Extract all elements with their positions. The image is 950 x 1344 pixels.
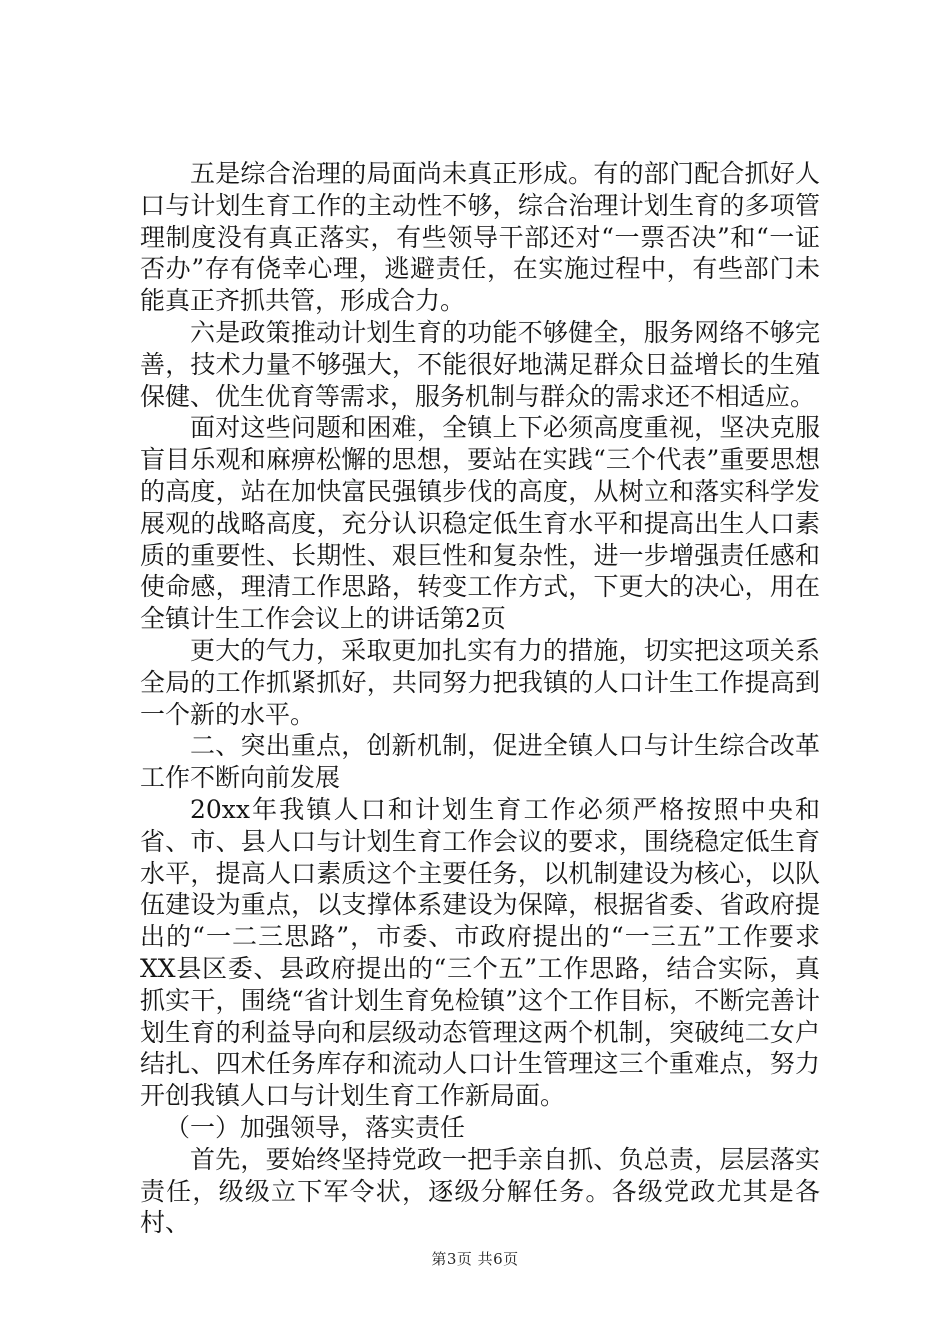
page-footer: 第3页 共6页 [431,1250,519,1268]
paragraph-greater-effort: 更大的气力，采取更加扎实有力的措施，切实把这项关系全局的工作抓紧抓好，共同努力把我镇的人口计生工作提高到一个新的水平。 [140,635,820,729]
paragraph-6-policy-service: 六是政策推动计划生育的功能不够健全，服务网络不够完善，技术力量不够强大，不能很好地满足群众日益增长的生殖保健、优生优育等需求，服务机制与群众的需求还不相适应。 [140,317,820,411]
paragraph-annual-plan: 20xx年我镇人口和计划生育工作必须严格按照中央和省、市、县人口与计划生育工作会议的要求，围绕稳定低生育水平，提高人口素质这个主要任务，以机制建设为核心，以队伍建设为重点，以支撑体系建设为保障，根据省委、省政府提出的“一二三思路”，市委、市政府提出的“一三五”工作要求XX县区委、县政府提出的“三个五”工作思路，结合实际，真抓实干，围绕“省计划生育免检镇”这个工作目标，不断完善计划生育的利益导向和层级动态管理这两个机制，突破纯二女户结扎、四术任务库存和流动人口计生管理这三个重难点，努力开创我镇人口与计划生育工作新局面。 [140,794,820,1111]
paragraph-facing-problems: 面对这些问题和困难，全镇上下必须高度重视，坚决克服盲目乐观和麻痹松懈的思想，要站在实践“三个代表”重要思想的高度，站在加快富民强镇步伐的高度，从树立和落实科学发展观的战略高度，充分认识稳定低生育水平和提高出生人口素质的重要性、长期性、艰巨性和复杂性，进一步增强责任感和使命感，理清工作思路，转变工作方式，下更大的决心，用在全镇计生工作会议上的讲话第2页 [140,413,820,634]
document-body [140,158,820,1239]
paragraph-5-integrated-governance: 五是综合治理的局面尚未真正形成。有的部门配合抓好人口与计划生育工作的主动性不够，综合治理计划生育的多项管理制度没有真正落实，有些领导干部还对“一票否决”和“一证否办”存有侥幸心理，逃避责任，在实施过程中，有些部门未能真正齐抓共管，形成合力。 [140,159,820,316]
paragraph-leadership: 首先，要始终坚持党政一把手亲自抓、负总责，层层落实责任，级级立下军令状，逐级分解任务。各级党政尤其是各村、 [140,1144,820,1238]
subsection-heading-one: （一）加强领导，落实责任 [165,1112,466,1142]
section-heading-two: 二、突出重点，创新机制，促进全镇人口与计生综合改革工作不断向前发展 [140,731,820,793]
